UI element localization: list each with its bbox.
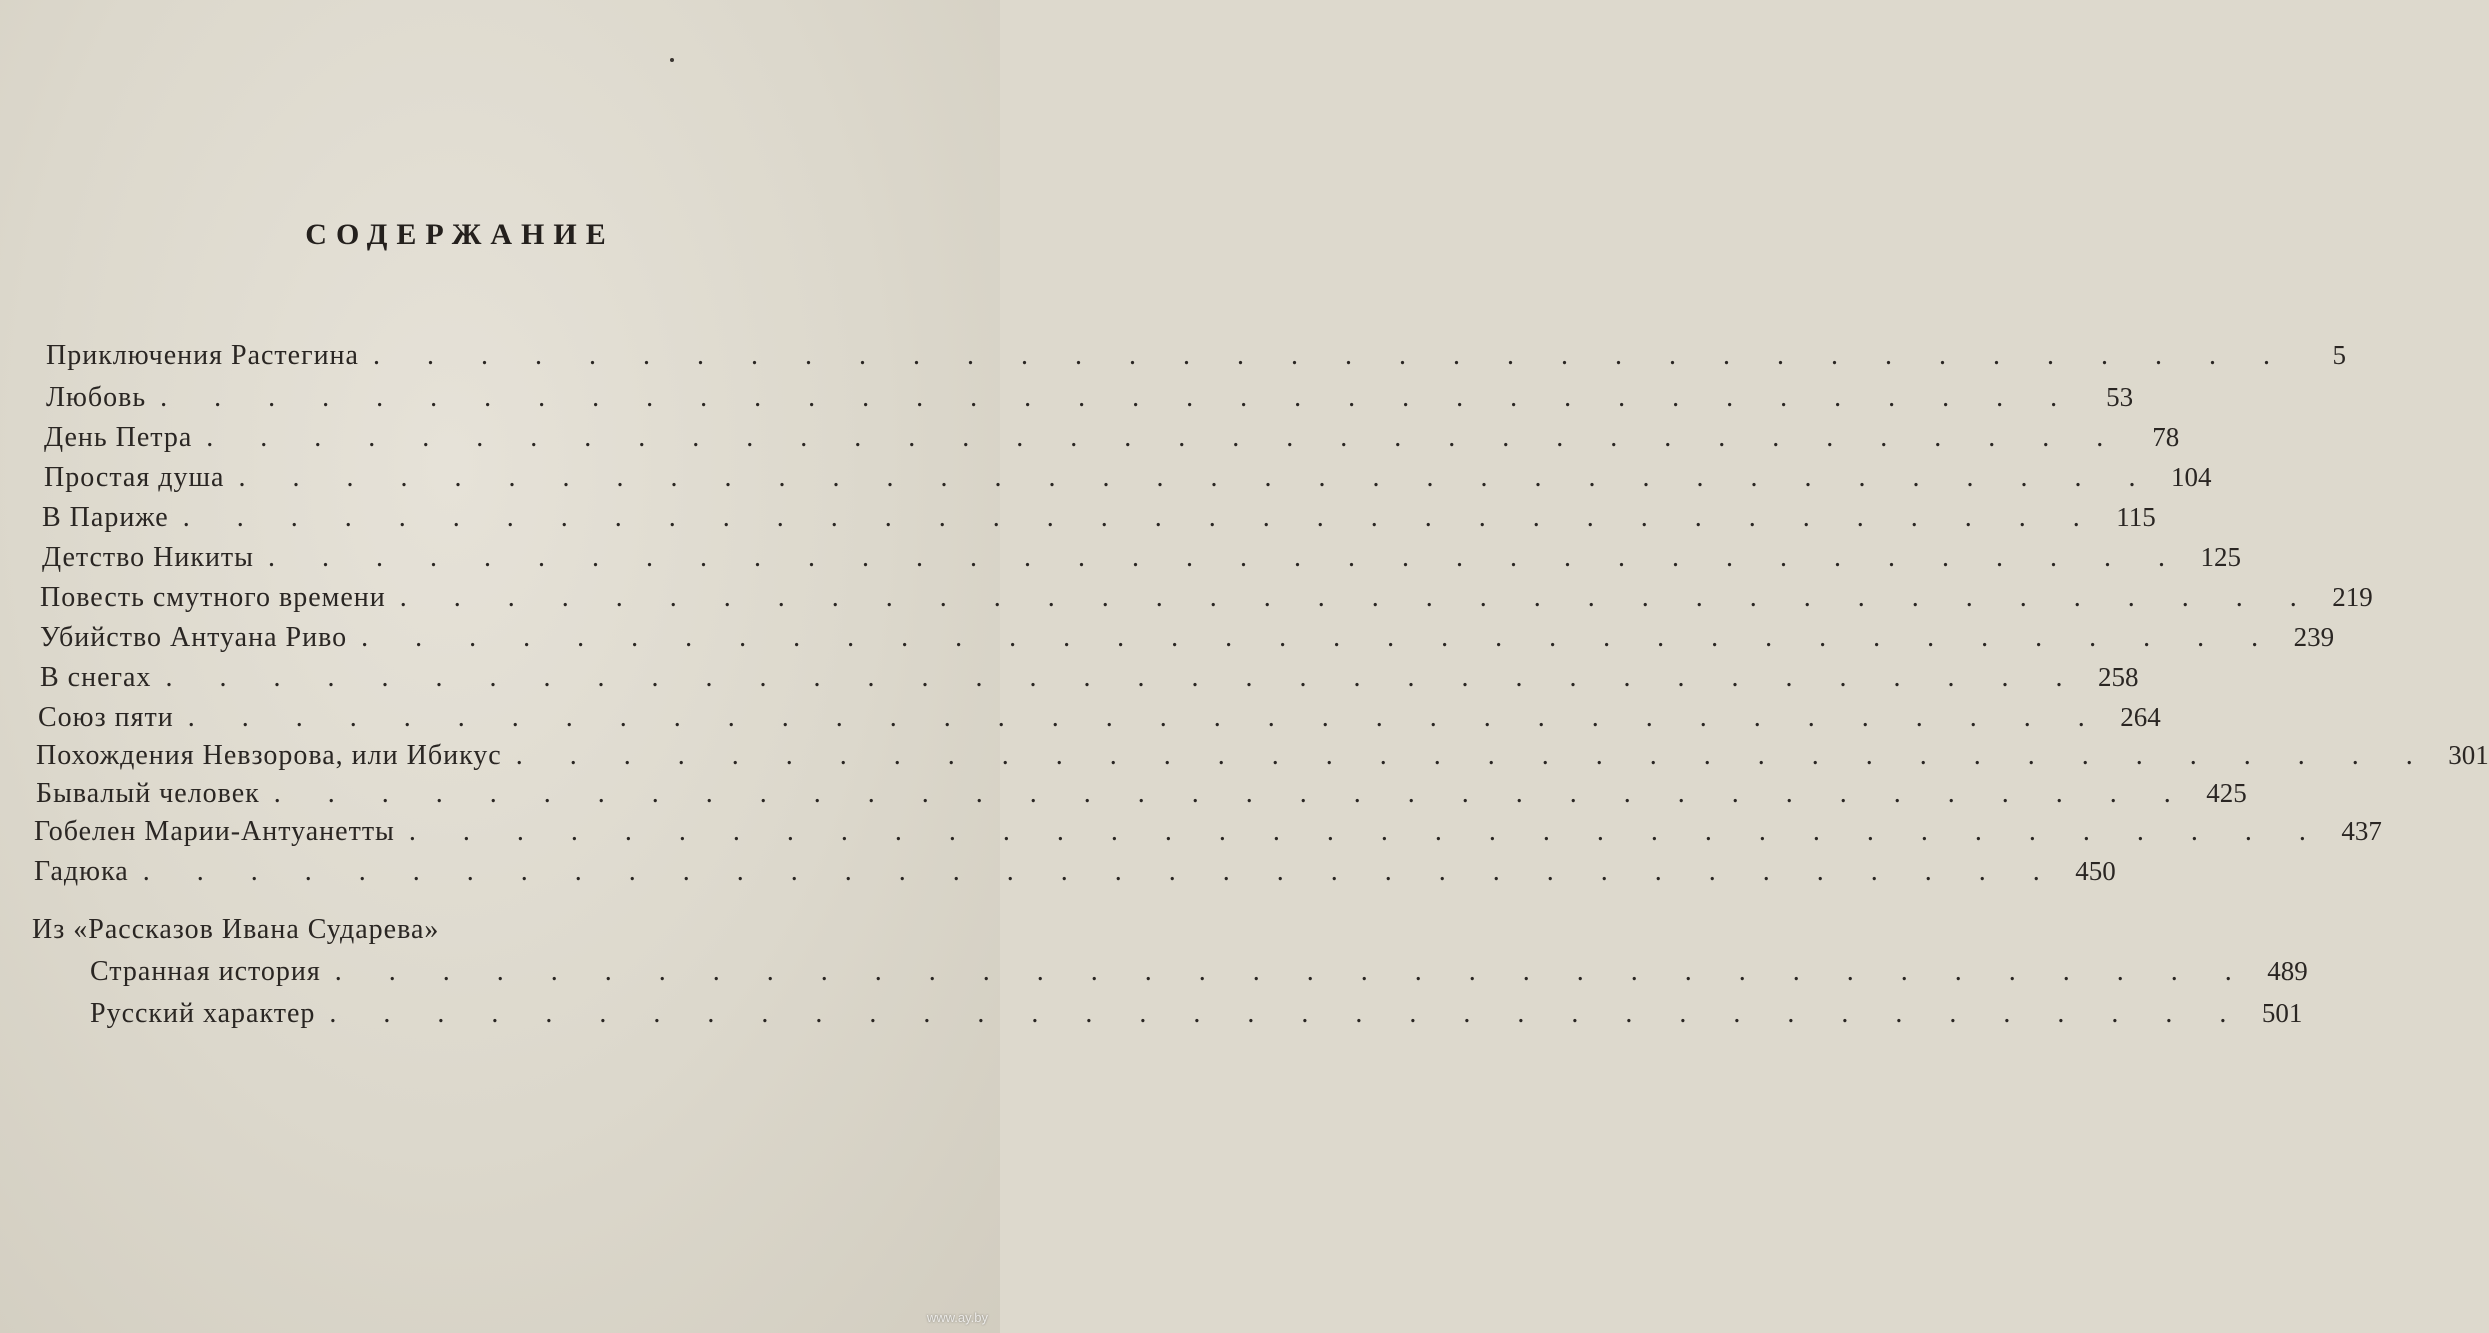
leader-dots: . . . . . . . . . . . . . . . . . . . . . . . . . . . . . . . . . . . . bbox=[372, 340, 2290, 371]
leader-dots: . . . . . . . . . . . . . . . . . . . . . . . . . . . . . . . . . . . . bbox=[361, 622, 2279, 653]
toc-entry-title: Приключения Растегина bbox=[46, 340, 359, 371]
leader-dots: . . . . . . . . . . . . . . . . . . . . . . . . . . . . . . . . . . . . bbox=[187, 702, 2105, 733]
toc-entry bbox=[36, 740, 2489, 772]
leader-dots: . . . . . . . . . . . . . . . . . . . . . . . . . . . . . . . . . . . . bbox=[142, 856, 2060, 887]
toc-entry-page: 425 bbox=[2206, 778, 2247, 808]
toc-entry bbox=[34, 856, 2116, 888]
toc-entry bbox=[90, 998, 2303, 1030]
toc-entry-page: 78 bbox=[2152, 422, 2180, 452]
watermark: www.ay.by bbox=[926, 1310, 988, 1325]
toc-entry-page: 125 bbox=[2200, 542, 2241, 572]
page-title: СОДЕРЖАНИЕ bbox=[305, 218, 615, 251]
toc-entry-title: Убийство Антуана Риво bbox=[40, 622, 348, 653]
leader-dots: . . . . . . . . . . . . . . . . . . . . . . . . . . . . . . . . . . . . bbox=[267, 542, 2185, 573]
leader-dots: . . . . . . . . . . . . . . . . . . . . . . . . . . . . . . . . . . . . bbox=[334, 956, 2252, 987]
leader-dots: . . . . . . . . . . . . . . . . . . . . . . . . . . . . . . . . . . . . bbox=[329, 998, 2247, 1029]
toc-entry-page: 104 bbox=[2170, 462, 2212, 492]
toc-entry-title: Союз пяти bbox=[38, 702, 174, 733]
toc-entry-title: Странная история bbox=[90, 956, 321, 987]
leader-dots: . . . . . . . . . . . . . . . . . . . . . . . . . . . . . . . . . . . . bbox=[408, 816, 2326, 847]
toc-entry-page: 219 bbox=[2332, 582, 2373, 612]
toc-entry-title: Гобелен Марии-Антуанетты bbox=[34, 816, 395, 847]
toc-entry-page: 437 bbox=[2341, 816, 2382, 846]
leader-dots: . . . . . . . . . . . . . . . . . . . . . . . . . . . . . . . . . . . . bbox=[160, 382, 2078, 413]
toc-entry-title: В Париже bbox=[42, 502, 169, 533]
leader-dots: . . . . . . . . . . . . . . . . . . . . . . . . . . . . . . . . . . . . bbox=[515, 740, 2433, 771]
leader-dots: . . . . . . . . . . . . . . . . . . . . . . . . . . . . . . . . . . . . bbox=[238, 462, 2156, 493]
toc-entry-title: День Петра bbox=[44, 422, 193, 453]
toc-entry-page: 301 bbox=[2448, 740, 2489, 770]
toc-entry-page: 450 bbox=[2075, 856, 2116, 886]
toc-entry bbox=[36, 778, 2247, 810]
toc-entry-title: Гадюка bbox=[34, 856, 129, 887]
toc-entry-page: 5 bbox=[2332, 340, 2346, 370]
toc-entry bbox=[42, 502, 2156, 534]
toc-entry bbox=[44, 462, 2212, 494]
toc-entry-page: 239 bbox=[2293, 622, 2335, 652]
toc-entry-title: Русский характер bbox=[90, 998, 316, 1029]
toc-entry bbox=[40, 622, 2335, 654]
toc-entry-title: Повесть смутного времени bbox=[40, 582, 386, 613]
toc-entry-page: 264 bbox=[2120, 702, 2161, 732]
toc-entry-title: Простая душа bbox=[44, 462, 225, 493]
toc-entry-title: В снегах bbox=[40, 662, 152, 693]
toc-entry-page: 258 bbox=[2097, 662, 2139, 692]
leader-dots: . . . . . . . . . . . . . . . . . . . . . . . . . . . . . . . . . . . . bbox=[206, 422, 2124, 453]
toc-entry bbox=[44, 422, 2180, 454]
toc-section-title: Из «Рассказов Ивана Сударева» bbox=[32, 914, 440, 945]
leader-dots: . . . . . . . . . . . . . . . . . . . . . . . . . . . . . . . . . . . . bbox=[165, 662, 2083, 693]
toc-entry bbox=[40, 662, 2139, 694]
toc-entry-page: 501 bbox=[2261, 998, 2303, 1028]
toc-entry-title: Похождения Невзорова, или Ибикус bbox=[36, 740, 502, 771]
toc-entry bbox=[38, 702, 2161, 734]
toc-entry-title: Любовь bbox=[46, 382, 147, 413]
toc-entry bbox=[46, 340, 2346, 372]
toc-entry-page: 489 bbox=[2267, 956, 2308, 986]
toc-entry bbox=[42, 542, 2241, 574]
toc-entry-title: Детство Никиты bbox=[42, 542, 254, 573]
toc-entry bbox=[90, 956, 2308, 988]
leader-dots: . . . . . . . . . . . . . . . . . . . . . . . . . . . . . . . . . . . . bbox=[273, 778, 2191, 809]
toc-entry-title: Бывалый человек bbox=[36, 778, 260, 809]
leader-dots: . . . . . . . . . . . . . . . . . . . . . . . . . . . . . . . . . . . . bbox=[399, 582, 2317, 613]
toc-entry-page: 53 bbox=[2106, 382, 2134, 412]
leader-dots: . . . . . . . . . . . . . . . . . . . . . . . . . . . . . . . . . . . . bbox=[182, 502, 2100, 533]
toc-entry bbox=[46, 382, 2134, 414]
toc-entry bbox=[34, 816, 2382, 848]
toc-entry-page: 115 bbox=[2116, 502, 2156, 532]
toc-entry bbox=[40, 582, 2373, 614]
toc-section-heading bbox=[32, 914, 868, 946]
